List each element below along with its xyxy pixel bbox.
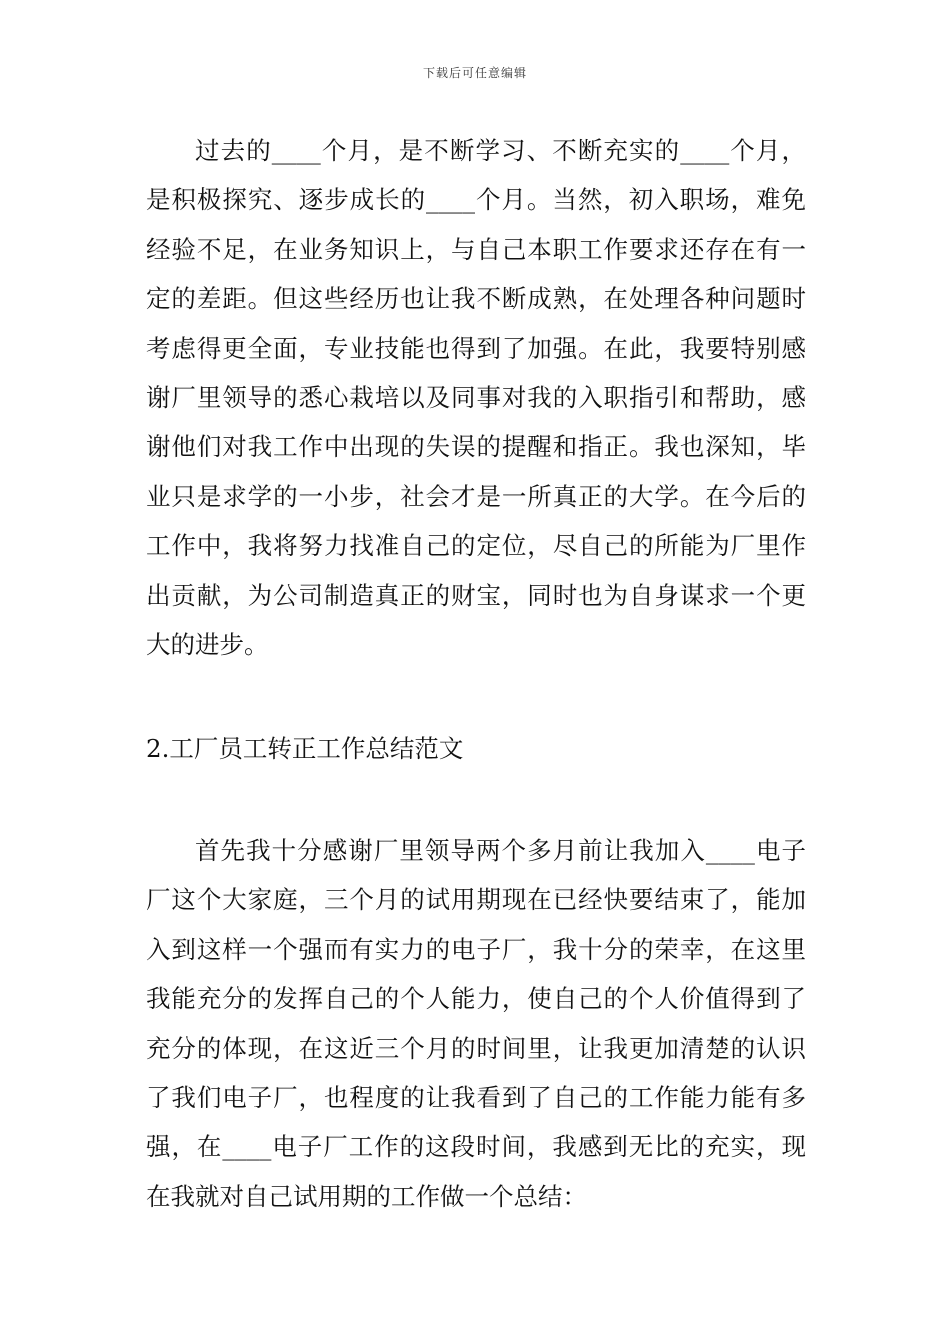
paragraph-1-text: 过去的____个月，是不断学习、不断充实的____个月，是积极探究、逐步成长的____个月。当然，初入职场，难免经验不足，在业务知识上，与自己本职工作要求还存在有一定的差距。但这些经历也让我不断成熟，在处理各种问题时考虑得更全面，专业技能也得到了加强。在此，我要特别感谢厂里领导的悉心栽培以及同事对我的入职指引和帮助，感谢他们对我工作中出现的失误的提醒和指正。我也深知，毕业只是求学的一小步，社会才是一所真正的大学。在今后的工作中，我将努力找准自己的定位，尽自己的所能为厂里作出贡献，为公司制造真正的财宝，同时也为自身谋求一个更大的进步。 [146,136,806,660]
paragraph-2 [146,826,806,1221]
section-2-heading: 2.工厂员工转正工作总结范文 [146,734,464,763]
paragraph-2-text: 首先我十分感谢厂里领导两个多月前让我加入____电子厂这个大家庭，三个月的试用期现在已经快要结束了，能加入到这样一个强而有实力的电子厂，我十分的荣幸，在这里我能充分的发挥自己的个人能力，使自己的个人价值得到了充分的体现，在这近三个月的时间里，让我更加清楚的认识了我们电子厂，也程度的让我看到了自己的工作能力能有多强，在____电子厂工作的这段时间，我感到无比的充实，现在我就对自己试用期的工作做一个总结： [146,836,806,1211]
paragraph-1 [146,126,806,669]
page-header-note: 下载后可任意编辑 [422,66,527,80]
